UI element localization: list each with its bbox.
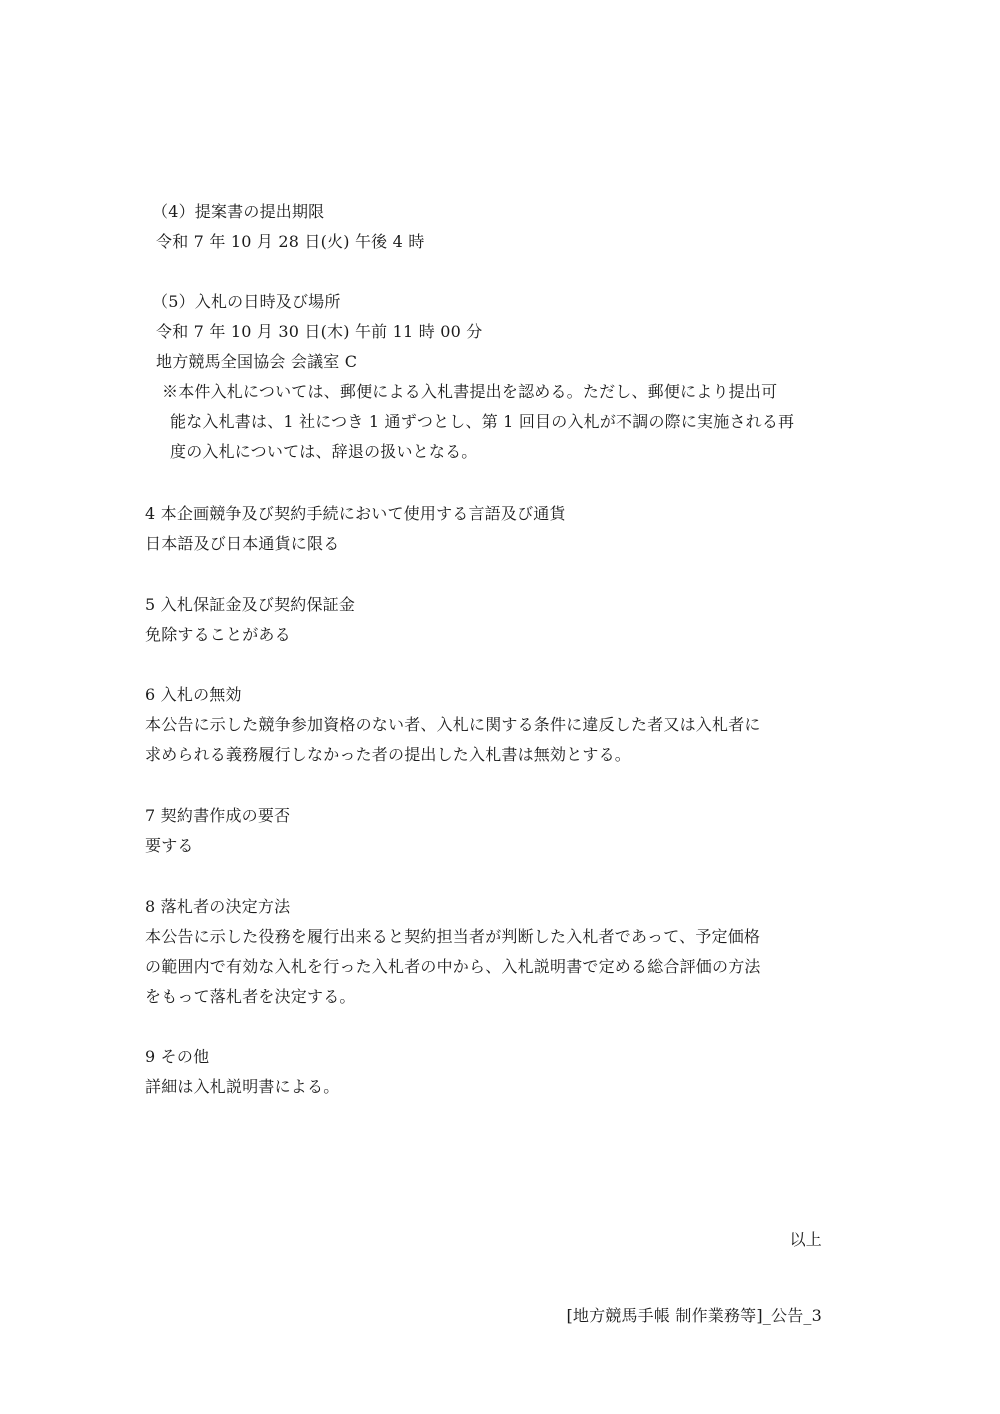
section-4-heading: 4 本企画競争及び契約手続において使用する言語及び通貨 [145, 504, 566, 523]
document-footer: [地方競馬手帳 制作業務等]_公告_3 [566, 1306, 822, 1325]
section-6-body-line-1: 本公告に示した競争参加資格のない者、入札に関する条件に違反した者又は入札者に [145, 715, 761, 734]
section-7-body: 要する [145, 836, 194, 855]
subsection-5-note-line-2: 能な入札書は、1 社につき 1 通ずつとし、第 1 回目の入札が不調の際に実施される再 [170, 412, 795, 431]
section-9-body: 詳細は入札説明書による。 [145, 1077, 340, 1096]
section-5-heading: 5 入札保証金及び契約保証金 [145, 595, 356, 614]
section-8-body-line-1: 本公告に示した役務を履行出来ると契約担当者が判断した入札者であって、予定価格 [145, 927, 761, 946]
section-7-heading: 7 契約書作成の要否 [145, 806, 291, 825]
subsection-5-note-line-1: ※本件入札については、郵便による入札書提出を認める。ただし、郵便により提出可 [162, 382, 778, 401]
subsection-5-date: 令和 7 年 10 月 30 日(木) 午前 11 時 00 分 [156, 322, 483, 341]
section-5-body: 免除することがある [145, 625, 291, 644]
subsection-5-note-line-3: 度の入札については、辞退の扱いとなる。 [170, 442, 478, 461]
subsection-4-heading: （4）提案書の提出期限 [152, 202, 325, 221]
section-6-heading: 6 入札の無効 [145, 685, 242, 704]
section-8-body-line-2: の範囲内で有効な入札を行った入札者の中から、入札説明書で定める総合評価の方法 [145, 957, 761, 976]
section-8-heading: 8 落札者の決定方法 [145, 897, 291, 916]
section-4-body: 日本語及び日本通貨に限る [145, 534, 340, 553]
section-9-heading: 9 その他 [145, 1047, 210, 1066]
subsection-5-heading: （5）入札の日時及び場所 [152, 292, 341, 311]
section-8-body-line-3: をもって落札者を決定する。 [145, 987, 356, 1006]
section-6-body-line-2: 求められる義務履行しなかった者の提出した入札書は無効とする。 [145, 745, 632, 764]
subsection-5-place: 地方競馬全国協会 会議室 C [156, 352, 358, 371]
closing-text: 以上 [789, 1230, 822, 1249]
subsection-4-date: 令和 7 年 10 月 28 日(火) 午後 4 時 [156, 232, 425, 251]
